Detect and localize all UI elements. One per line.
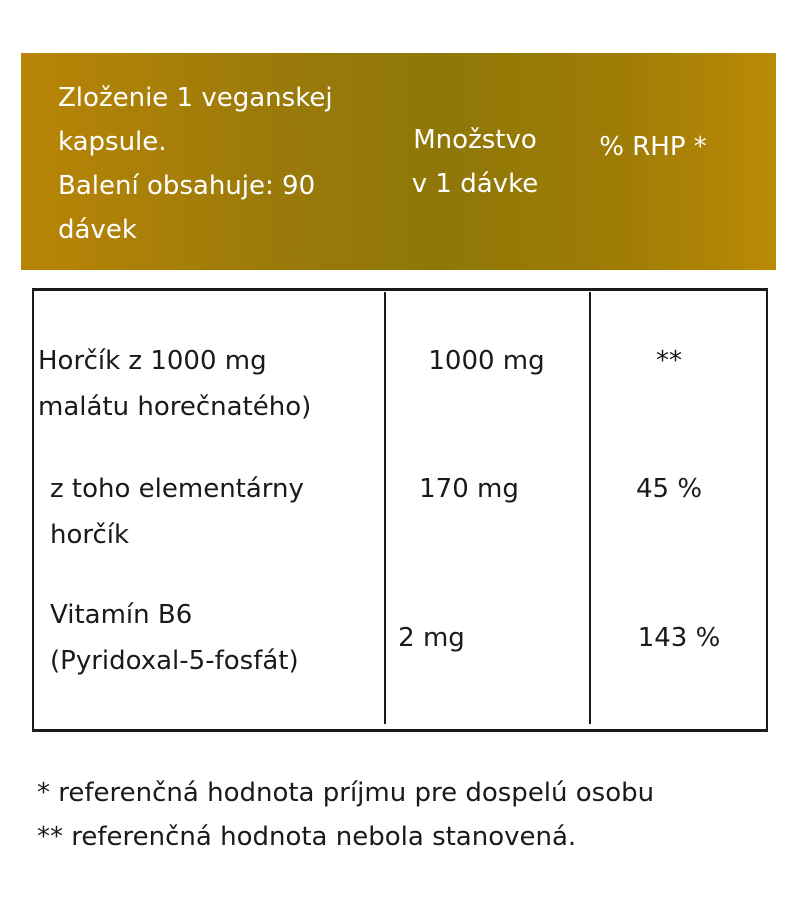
row-magnesium-amount: 1000 mg: [428, 346, 545, 376]
table-border-top: [32, 288, 768, 291]
header-amount: Množstvo v 1 dávke: [411, 125, 539, 199]
table-border-left: [32, 288, 34, 732]
row-b6-name: Vitamín B6 (Pyridoxal-5-fosfát): [50, 600, 299, 676]
column-divider: [384, 292, 386, 724]
row-elemental-name: z toho elementárny horčík: [50, 474, 304, 550]
row-magnesium-name: Horčík z 1000 mg malátu horečnatého): [38, 346, 312, 422]
table-border-bottom: [32, 729, 768, 732]
row-b6-amount: 2 mg: [398, 623, 465, 653]
row-b6-rhp: 143 %: [637, 623, 721, 653]
header-rhp: % RHP *: [599, 132, 707, 162]
row-elemental-amount: 170 mg: [419, 474, 519, 504]
footnote-reference-intake: * referenčná hodnota príjmu pre dospelú osobu: [37, 778, 655, 808]
table-border-right: [766, 288, 768, 732]
row-elemental-rhp: 45 %: [635, 474, 703, 504]
header-composition: Zloženie 1 veganskej kapsule. Balení obsahuje: 90 dávek: [58, 83, 333, 245]
footnote-not-established: ** referenčná hodnota nebola stanovená.: [37, 822, 577, 852]
row-magnesium-rhp: **: [656, 346, 682, 376]
column-divider: [589, 292, 591, 724]
nutrition-table: [32, 288, 768, 732]
table-header: [21, 53, 776, 270]
